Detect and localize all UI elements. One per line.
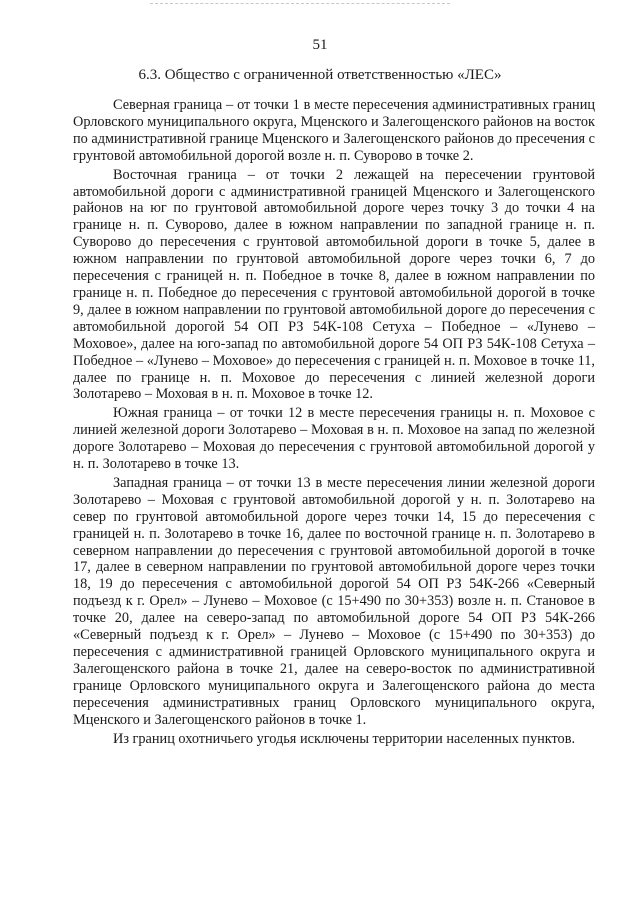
section-body (73, 97, 595, 747)
paragraph-eastern-boundary: Восточная граница – от точки 2 лежащей на пересечении грунтовой автомобильной дороги с административной границей Мценского и Залегощенского районов на юг по грунтовой автомобильной дороге через точку 3 до точки 4 на границе н. п. Суворово, далее в южном направлении по западной границе н. п. Суворово до пересечения с грунтовой автомобильной дороги в точке 5, далее в южном направлении по грунтовой автомобильной дороге через точки 6, 7 до пересечения с границей н. п. Победное в точке 8, далее в южном направлении по границе н. п. Победное до пересечения с грунтовой автомобильной дорогой в точке 9, далее в южном направлении по грунтовой автомобильной дороге до пересечения с автомобильной дорогой 54 ОП РЗ 54К-108 Сетуха – Победное – «Лунево – Моховое», далее на юго-запад по автомобильной дороге 54 ОП РЗ 54К-108 Сетуха – Победное – «Лунево – Моховое» до пересечения с границей н. п. Моховое в точке 11, далее по границе н. п. Моховое до пересечения с линией железной дороги Золотарево – Моховая в н. п. Моховое в точке 12. (73, 166, 595, 403)
paragraph-exclusions: Из границ охотничьего угодья исключены территории населенных пунктов. (113, 730, 576, 747)
paragraph-southern-boundary: Южная граница – от точки 12 в месте пересечения границы н. п. Моховое с линией железной дороги Золотарево – Моховая в н. п. Моховое на запад по железной дороге Золотарево – Моховая до пересечения с грунтовой автомобильной дорогой у н. п. Золотарево в точке 13. (73, 405, 595, 473)
scan-artifact-line (150, 3, 450, 5)
paragraph-western-boundary: Западная граница – от точки 13 в месте пересечения линии железной дороги Золотарево – Моховая с грунтовой автомобильной дорогой у н. п. Золотарево на север по грунтовой автомобильной дороге через точки 14, 15 до пересечения с границей н. п. Золотарево в точке 16, далее по восточной границе н. п. Золотарево в северном направлении до пересечения с грунтовой автомобильной дорогой в точке 17, далее в северном направлении по грунтовой автомобильной дороге через точки 18, 19 до пересечения с автомобильной дорогой 54 ОП РЗ 54К-266 «Северный подъезд к г. Орел» – Лунево – Моховое (с 15+490 по 30+353) возле н. п. Становое в точке 20, далее на северо-запад по автомобильной дороге 54 ОП РЗ 54К-266 «Северный подъезд к г. Орел» – Лунево – Моховое (с 15+490 по 30+353) до пересечения с административной границей Орловского муниципального округа и Залегощенского района в точке 21, далее на северо-восток по административной границе Орловского муниципального округа и Залегощенского района до места пересечения административных границ Орловского муниципального округа, Мценского и Залегощенского районов в точке 1. (73, 474, 595, 728)
paragraph-northern-boundary: Северная граница – от точки 1 в месте пересечения административных границ Орловского муниципального округа, Мценского и Залегощенского районов на восток по административной границе Мценского и Залегощенского районов до пресечения с грунтовой автомобильной дорогой возле н. п. Суворово в точке 2. (73, 97, 595, 164)
section-title: 6.3. Общество с ограниченной ответственностью «ЛЕС» (138, 67, 502, 83)
page-number: 51 (312, 37, 328, 53)
